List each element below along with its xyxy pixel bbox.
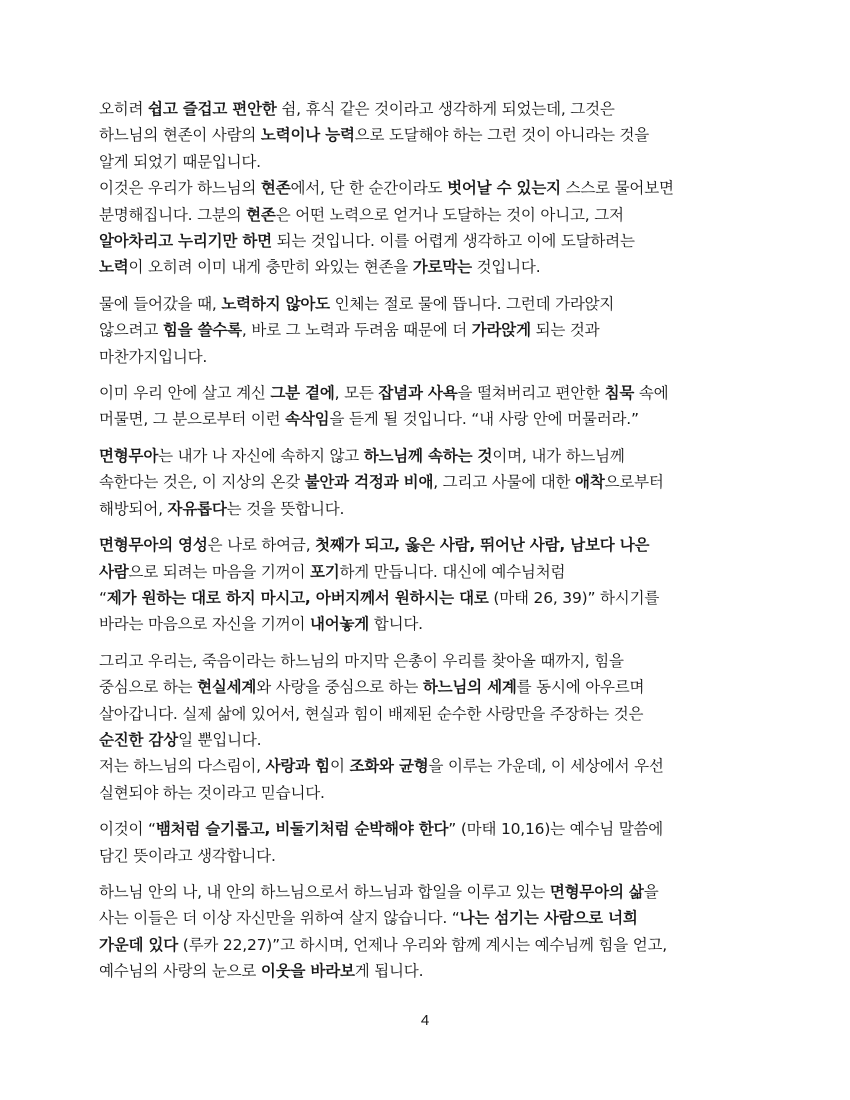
emphasized-text: 내어놓게: [309, 615, 370, 634]
emphasized-text: 하느님께 속하는 것: [363, 446, 493, 465]
text-line: [99, 291, 769, 317]
text-run: 은 나로 하여금,: [207, 536, 316, 555]
text-run: 으로 도달해야 하는 그런 것이 아니라는 것을: [354, 126, 650, 145]
text-line: [99, 149, 769, 175]
emphasized-text: 하느님의 세계: [422, 678, 517, 697]
text-line: [99, 585, 769, 611]
emphasized-text: 애착: [575, 473, 605, 492]
text-run: 이것이 “: [99, 820, 156, 839]
text-line: [99, 753, 769, 779]
emphasized-text: 가라앉게: [471, 321, 531, 340]
text-line: [99, 932, 769, 958]
text-run: 에서, 단 한 순간이라도: [290, 179, 448, 198]
text-line: [99, 443, 769, 469]
emphasized-text: 노력: [99, 258, 129, 277]
paragraph: [99, 753, 769, 806]
text-run: , 모든: [334, 384, 379, 403]
text-line: [99, 701, 769, 727]
text-line: [99, 96, 769, 122]
text-run: 되는 것과: [530, 321, 600, 340]
text-run: 는 것을 뜻합니다.: [226, 499, 345, 518]
text-line: [99, 406, 769, 432]
text-run: 이: [329, 757, 350, 776]
text-run: 알게 되었기 때문입니다.: [99, 152, 261, 171]
text-line: [99, 611, 769, 637]
text-run: 을: [643, 882, 659, 901]
text-run: 그리고 우리는, 죽음이라는 하느님의 마지막 은총이 우리를 찾아올 때까지, 힘을: [99, 651, 624, 670]
text-line: [99, 202, 769, 228]
text-run: (루카 22,27)”고 하시며, 언제나 우리와 함께 계시는 예수님께 힘을 얻고,: [178, 935, 668, 954]
emphasized-text: 불안과 걱정과 비애: [304, 473, 434, 492]
text-line: [99, 380, 769, 406]
text-run: 스스로 물어보면: [560, 179, 674, 198]
text-run: 이며, 내가 하느님께: [492, 446, 625, 465]
page-number: 4: [420, 1012, 430, 1029]
text-run: 은 어떤 노력으로 얻거나 도달하는 것이 아니고, 그저: [275, 205, 624, 224]
text-run: 속에: [634, 384, 669, 403]
text-line: [99, 816, 769, 842]
emphasized-text: 자유롭다: [167, 499, 227, 518]
text-run: 쉼, 휴식 같은 것이라고 생각하게 되었는데, 그것은: [276, 100, 615, 118]
text-run: 일 뿐입니다.: [178, 730, 262, 749]
text-run: 으로 되려는 마음을 기꺼이: [128, 562, 310, 581]
text-run: 오히려: [99, 100, 149, 118]
emphasized-text: 그분 곁에: [270, 384, 335, 403]
text-run: 실현되야 하는 것이라고 믿습니다.: [99, 783, 325, 802]
emphasized-text: 쉽고 즐겁고 편안한: [148, 100, 277, 118]
emphasized-text: 현존: [260, 179, 291, 198]
text-line: [99, 175, 769, 201]
emphasized-text: 현존: [246, 205, 276, 224]
emphasized-text: 나는 섬기는 사람으로 너희: [459, 909, 638, 928]
text-run: , 바로 그 노력과 두려움 때문에 더: [241, 321, 472, 340]
text-run: “: [99, 588, 107, 607]
text-run: 이것은 우리가 하느님의: [99, 179, 261, 198]
body-text: [99, 96, 769, 995]
text-run: 이 오히려 이미 내게 충만히 와있는 현존을: [128, 258, 413, 277]
text-run: 머물면, 그 분으로부터 이런: [99, 410, 286, 429]
emphasized-text: 힘을 쓸수록: [162, 321, 242, 340]
text-line: [99, 648, 769, 674]
emphasized-text: 조화와 균형: [349, 757, 429, 776]
text-line: [99, 843, 769, 869]
text-run: 속한다는 것은, 이 지상의 온갖: [99, 473, 305, 492]
paragraph: [99, 816, 769, 869]
text-line: [99, 122, 769, 148]
text-run: 을 이루는 가운데, 이 세상에서 우선: [428, 757, 664, 776]
emphasized-text: 포기: [309, 562, 340, 581]
emphasized-text: 알아차리고 누리기만 하면: [99, 232, 272, 251]
text-line: [99, 559, 769, 585]
text-line: [99, 780, 769, 806]
text-run: 저는 하느님의 다스림이,: [99, 757, 266, 776]
text-run: 예수님의 사랑의 눈으로: [99, 962, 261, 981]
emphasized-text: 현실세계: [197, 678, 257, 697]
text-line: [99, 532, 769, 558]
paragraph: [99, 879, 769, 985]
emphasized-text: 면형무아의 삶: [549, 882, 644, 901]
text-run: 는 내가 나 자신에 속하지 않고: [158, 446, 364, 465]
text-line: [99, 879, 769, 905]
text-line: [99, 674, 769, 700]
paragraph: [99, 96, 769, 281]
text-run: 분명해집니다. 그분의: [99, 205, 247, 224]
text-run: 바라는 마음으로 자신을 기꺼이: [99, 615, 310, 634]
text-run: 합니다.: [369, 615, 423, 634]
text-run: 것입니다.: [471, 258, 541, 277]
paragraph: [99, 291, 769, 370]
text-run: 하게 만듭니다. 대신에 예수님처럼: [339, 562, 566, 581]
emphasized-text: 이웃을 바라보: [260, 962, 355, 981]
emphasized-text: 노력이나 능력: [260, 126, 355, 145]
paragraph: [99, 648, 769, 754]
emphasized-text: 첫째가 되고, 옳은 사람, 뛰어난 사람, 남보다 나은: [315, 536, 650, 555]
text-line: [99, 958, 769, 984]
paragraph: [99, 532, 769, 638]
emphasized-text: 사람: [99, 562, 129, 581]
emphasized-text: 잡념과 사욕: [378, 384, 458, 403]
text-run: (마태 26, 39)” 하시기를: [488, 588, 660, 607]
text-run: 하느님의 현존이 사람의: [99, 126, 261, 145]
text-run: 살아갑니다. 실제 삶에 있어서, 현실과 힘이 배제된 순수한 사랑만을 주장하는 것은: [99, 704, 644, 723]
text-line: [99, 254, 769, 280]
text-run: 사는 이들은 더 이상 자신만을 위하여 살지 않습니다. “: [99, 909, 460, 928]
emphasized-text: 침묵: [604, 384, 635, 403]
emphasized-text: 면형무아: [99, 446, 159, 465]
text-run: , 그리고 사물에 대한: [433, 473, 576, 492]
text-run: 담긴 뜻이라고 생각합니다.: [99, 846, 276, 865]
text-line: [99, 317, 769, 343]
text-run: 을 듣게 될 것입니다. “내 사랑 안에 머물러라.”: [329, 410, 639, 429]
text-run: 중심으로 하는: [99, 678, 198, 697]
text-run: 하느님 안의 나, 내 안의 하느님으로서 하느님과 합일을 이루고 있는: [99, 882, 550, 901]
paragraph: [99, 380, 769, 433]
emphasized-text: 제가 원하는 대로 하지 마시고, 아버지께서 원하시는 대로: [106, 588, 489, 607]
emphasized-text: 가로막는: [412, 258, 472, 277]
text-line: [99, 727, 769, 753]
emphasized-text: 벗어날 수 있는지: [447, 179, 561, 198]
text-line: [99, 344, 769, 370]
text-run: ” (마태 10,16)는 예수님 말씀에: [448, 820, 664, 839]
text-run: 않으려고: [99, 321, 163, 340]
text-run: 게 됩니다.: [354, 962, 424, 981]
emphasized-text: 뱀처럼 슬기롭고, 비둘기처럼 순박해야 한다: [155, 820, 449, 839]
text-run: 마찬가지입니다.: [99, 347, 208, 366]
text-run: 인체는 절로 물에 뜹니다. 그런데 가라앉지: [329, 294, 615, 313]
text-run: 을 떨쳐버리고 편안한: [457, 384, 605, 403]
text-run: 물에 들어갔을 때,: [99, 294, 222, 313]
text-line: [99, 469, 769, 495]
emphasized-text: 속삭임: [285, 410, 330, 429]
paragraph: [99, 443, 769, 522]
text-run: 되는 것입니다. 이를 어렵게 생각하고 이에 도달하려는: [271, 232, 635, 251]
text-run: 해방되어,: [99, 499, 168, 518]
text-run: 와 사랑을 중심으로 하는: [256, 678, 423, 697]
text-run: 으로부터: [604, 473, 664, 492]
text-line: [99, 905, 769, 931]
text-run: 이미 우리 안에 살고 계신: [99, 384, 271, 403]
emphasized-text: 노력하지 않아도: [221, 294, 330, 313]
text-line: [99, 228, 769, 254]
text-run: 를 동시에 아우르며: [516, 678, 645, 697]
text-line: [99, 496, 769, 522]
emphasized-text: 순진한 감상: [99, 730, 179, 749]
emphasized-text: 면형무아의 영성: [99, 536, 208, 555]
emphasized-text: 사랑과 힘: [265, 757, 330, 776]
emphasized-text: 가운데 있다: [99, 935, 179, 954]
